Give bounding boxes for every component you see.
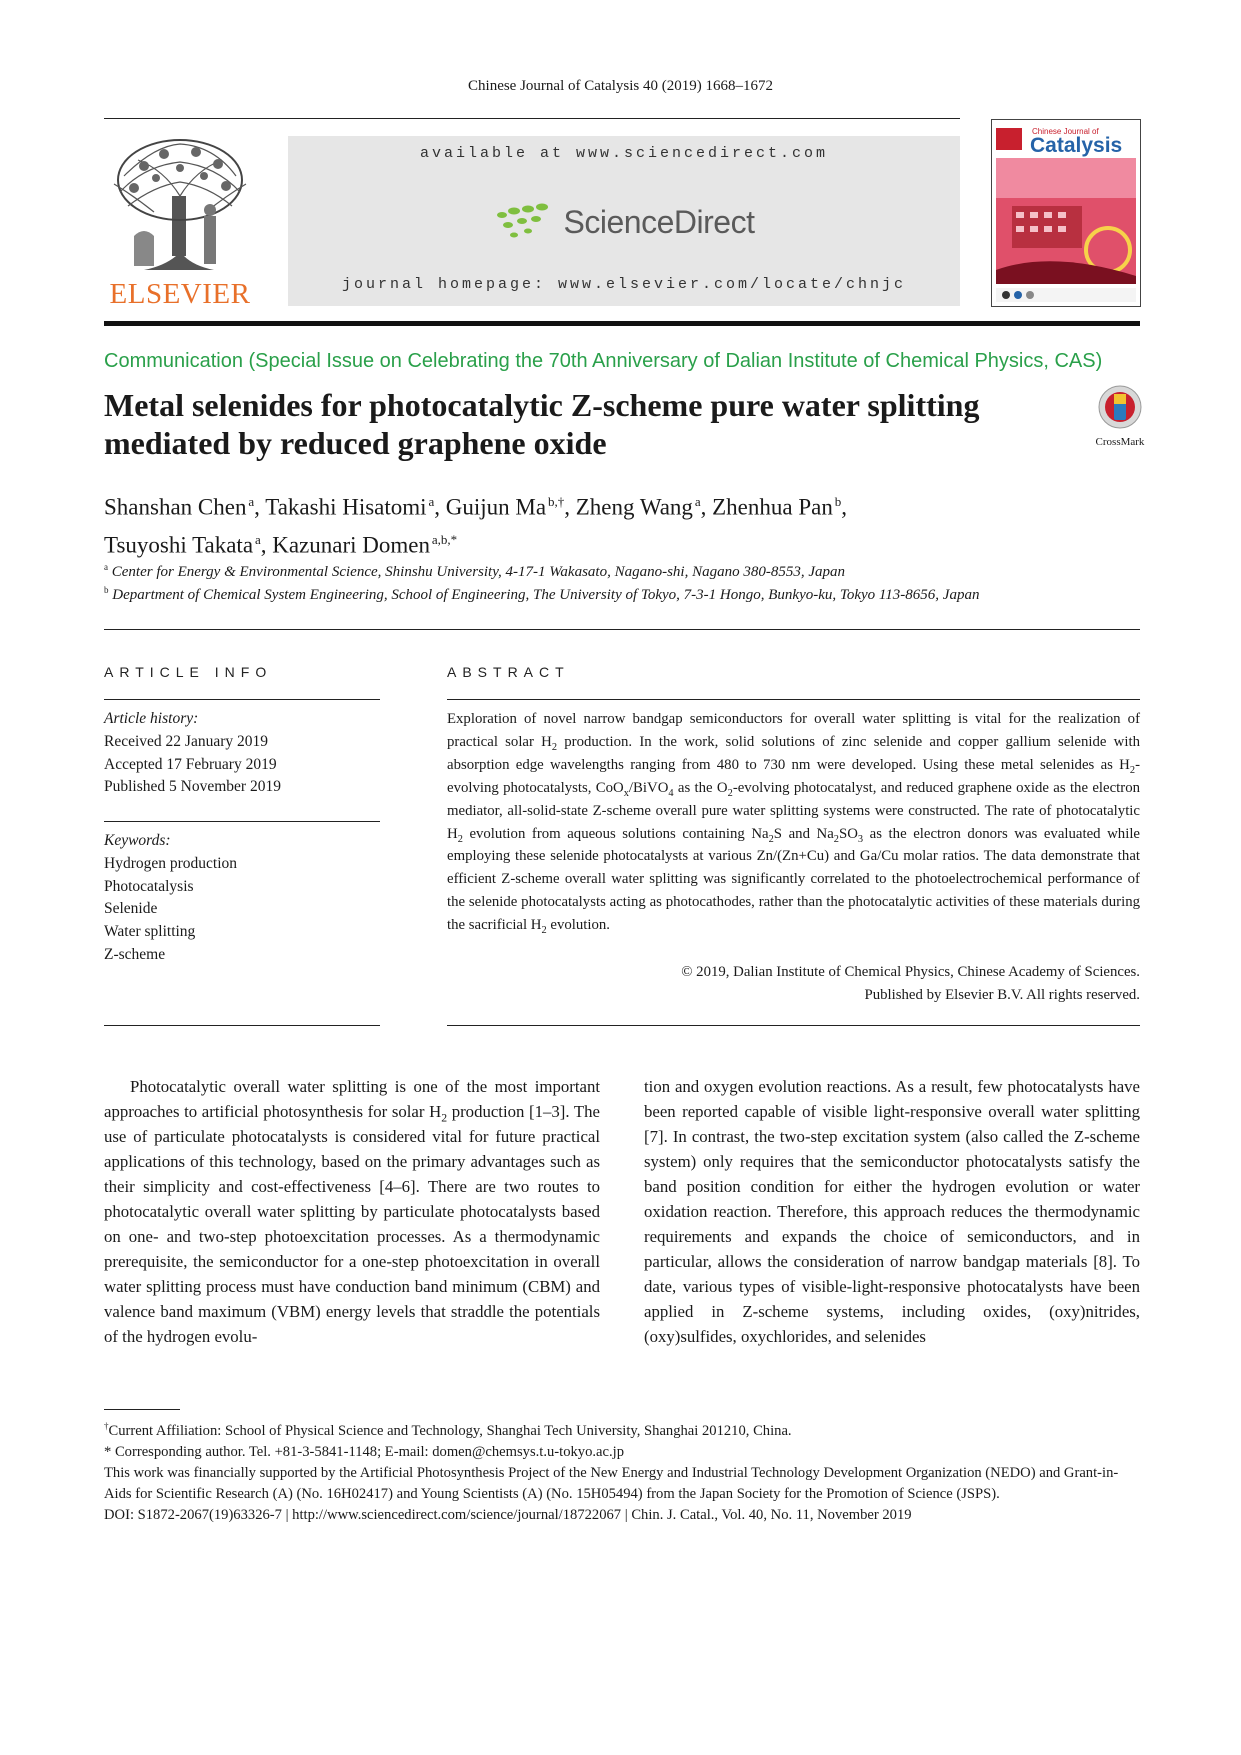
author-affiliation-mark: a: [248, 494, 255, 509]
accepted-date: Accepted 17 February 2019: [104, 755, 277, 773]
keyword: Hydrogen production: [104, 854, 238, 872]
author-affiliation-mark: a: [428, 494, 435, 509]
footnote-rule: [104, 1409, 180, 1410]
affiliation-a: [104, 562, 845, 581]
author-separator: ,: [260, 532, 273, 558]
author-separator: ,: [434, 494, 446, 520]
copyright-line-1: © 2019, Dalian Institute of Chemical Physics, Chinese Academy of Sciences.: [681, 964, 1140, 980]
keyword: Water splitting: [104, 923, 196, 941]
header-rule: [104, 118, 960, 119]
article-type: Communication (Special Issue on Celebrating the 70th Anniversary of Dalian Institute of Chemical Physics, CAS): [104, 350, 1103, 372]
affiliation-mark: b: [104, 585, 109, 595]
keywords-block: [104, 830, 380, 967]
abstract-text: Exploration of novel narrow bandgap semiconductors for overall water splitting is vital for the realization of practical solar $H_2$ production. In the work, solid solutions of zinc selenide and copper gallium selenide with absorption edge wavelengths ranging from 480 to 730 nm were developed. Using these metal selenides as $H_2$-evolving photocatalysts, CoO$_x$/BiVO$_4$ as the $O_2$-evolving photocatalyst, and reduced graphene oxide as the electron mediator, all-solid-state Z-scheme overall pure water splitting systems were constructed. The rate of photocatalytic $H_2$ evolution from aqueous solutions containing $Na_2S$ and $Na_2SO_3$ as the electron donors was evaluated while employing these selenide photocatalysts at various Zn/(Zn+Cu) and Ga/Cu molar ratios. The data demonstrate that efficient Z-scheme overall water splitting was significantly correlated to the photoelectrochemical performance of the selenide photocatalysts acting as photocathodes, rather than the photocatalytic activities of these materials during the sacrificial $H_2$ evolution.: [447, 711, 1140, 937]
abstract-bottom-rule: [447, 1025, 1140, 1026]
author-separator: ,: [700, 494, 713, 520]
journal-homepage: journal homepage: www.elsevier.com/locate/chnjc: [341, 276, 907, 293]
footnotes: [104, 1416, 1140, 1526]
author-separator: ,: [564, 494, 576, 520]
author-affiliation-mark: a: [254, 531, 261, 547]
footnote-corresponding: * Corresponding author. Tel. +81-3-5841-1148; E-mail: domen@chemsys.t.u-tokyo.ac.jp: [104, 1443, 624, 1460]
article-info-rule: [104, 699, 380, 700]
keyword: Z-scheme: [104, 945, 166, 963]
author-affiliation-mark: b,†: [547, 494, 565, 509]
body-paragraph: tion and oxygen evolution reactions. As a result, few photocatalysts have been reported capable of visible light-responsive overall water splitting [7]. In contrast, the two-step excitation system (also called the Z-scheme system) only requires that the semiconductor photocatalysts satisfy the band position condition for either the hydrogen evolution or water oxidation reaction. Therefore, this approach reduces the thermodynamic requirements and expands the choice of semiconductors, and in particular, allows the consideration of narrow bandgap materials [8]. To date, various types of visible-light-responsive photocatalysts have been applied in Z-scheme systems, including oxides, (oxy)nitrides, (oxy)sulfides, oxychlorides, and selenides: [644, 1077, 1140, 1346]
author-line-1: [104, 486, 1144, 524]
article-title: [104, 386, 1084, 462]
abstract-rule: [447, 699, 1140, 700]
history-rule: [104, 821, 380, 822]
author-affiliation-mark: a,b,*: [431, 531, 458, 547]
body-column-right: [644, 1074, 1140, 1349]
journal-reference: Chinese Journal of Catalysis 40 (2019) 1668–1672: [468, 78, 773, 94]
abstract-heading: ABSTRACT: [447, 664, 570, 680]
cover-title: Catalysis: [1030, 134, 1123, 157]
footnote-funding: This work was financially supported by the Artificial Photosynthesis Project of the New Energy and Industrial Technology Development Organization (NEDO) and Grant-in-Aids for Scientific Research (A) (No. 16H02417) and Young Scientists (A) (No. 15H05494) from the Japan Society for the Promotion of Science (JSPS).: [104, 1464, 1119, 1502]
sciencedirect-wordmark: ScienceDirect: [563, 203, 755, 240]
footnote-affiliation: †Current Affiliation: School of Physical Science and Technology, Shanghai Tech University, Shanghai 201210, China.: [104, 1421, 792, 1439]
history-label: Article history:: [104, 710, 199, 727]
masthead-rule: [104, 321, 1140, 326]
article-title-line-2: mediated by reduced graphene oxide: [104, 425, 607, 461]
received-date: Received 22 January 2019: [104, 732, 268, 750]
sciencedirect-logo: [288, 198, 960, 246]
keywords-label: Keywords:: [104, 832, 171, 849]
crossmark-label: CrossMark: [1095, 436, 1145, 448]
footnote-doi[interactable]: DOI: S1872-2067(19)63326-7 | http://www.sciencedirect.com/science/journal/18722067 | Chin. J. Catal., Vol. 40, No. 11, November 2019: [104, 1506, 912, 1523]
author-name: Guijun Ma: [445, 494, 547, 520]
author-list: [104, 486, 1144, 561]
author-name: Zhenhua Pan: [712, 494, 833, 520]
copyright-line-2: Published by Elsevier B.V. All rights reserved.: [864, 987, 1140, 1003]
author-separator: ,: [841, 494, 847, 520]
cover-subtitle: Chinese Journal of: [1032, 127, 1099, 136]
article-title-line-1: Metal selenides for photocatalytic Z-scheme pure water splitting: [104, 387, 980, 423]
sciencedirect-availability: available at www.sciencedirect.com: [419, 145, 829, 162]
author-line-2: [104, 524, 1144, 562]
author-name: Zheng Wang: [575, 494, 693, 520]
author-name: Shanshan Chen: [104, 494, 247, 520]
affiliation-text: Center for Energy & Environmental Science, Shinshu University, 4-17-1 Wakasato, Nagano-shi, Nagano 380-8553, Japan: [111, 564, 845, 580]
author-name: Kazunari Domen: [272, 532, 430, 558]
keywords-rule: [104, 1025, 380, 1026]
author-name: Takashi Hisatomi: [265, 494, 427, 520]
article-history: [104, 708, 380, 799]
published-date: Published 5 November 2019: [104, 778, 281, 796]
affiliation-text: Department of Chemical System Engineering, School of Engineering, The University of Tokyo, 7-3-1 Hongo, Bunkyo-ku, Tokyo 113-8656, Japan: [112, 587, 980, 603]
crossmark-icon: [1096, 384, 1144, 430]
keyword: Photocatalysis: [104, 877, 194, 895]
elsevier-wordmark: ELSEVIER: [109, 278, 251, 310]
author-name: Tsuyoshi Takata: [104, 532, 254, 558]
crossmark-badge[interactable]: [1094, 384, 1146, 448]
keyword: Selenide: [104, 900, 158, 918]
article-info-heading: ARTICLE INFO: [104, 664, 273, 680]
author-affiliation-mark: b: [834, 494, 842, 509]
journal-cover-image: [991, 119, 1141, 307]
author-affiliation-mark: a: [694, 494, 701, 509]
affiliation-b: [104, 585, 979, 604]
body-paragraph: Photocatalytic overall water splitting is one of the most important approaches to artificial photosynthesis for solar $H_2$ production [1–3]. The use of particulate photocatalysts is considered vital for future practical applications of this technology, based on the primary advantages such as their simplicity and cost-effectiveness [4–6]. There are two routes to photocatalytic overall water splitting by particulate photocatalysts based on one- and two-step photoexcitation processes. As a thermodynamic prerequisite, the semiconductor for a one-step photoexcitation in overall water splitting process must have conduction band minimum (CBM) and valence band maximum (VBM) energy levels that straddle the potentials of the hydrogen evolu-: [104, 1077, 600, 1346]
sciencedirect-banner: [288, 136, 960, 306]
sciencedirect-dots-icon: [494, 201, 554, 243]
body-column-left: [104, 1074, 600, 1349]
author-separator: ,: [254, 494, 266, 520]
affiliation-mark: a: [104, 562, 108, 572]
affiliation-rule: [104, 629, 1140, 630]
